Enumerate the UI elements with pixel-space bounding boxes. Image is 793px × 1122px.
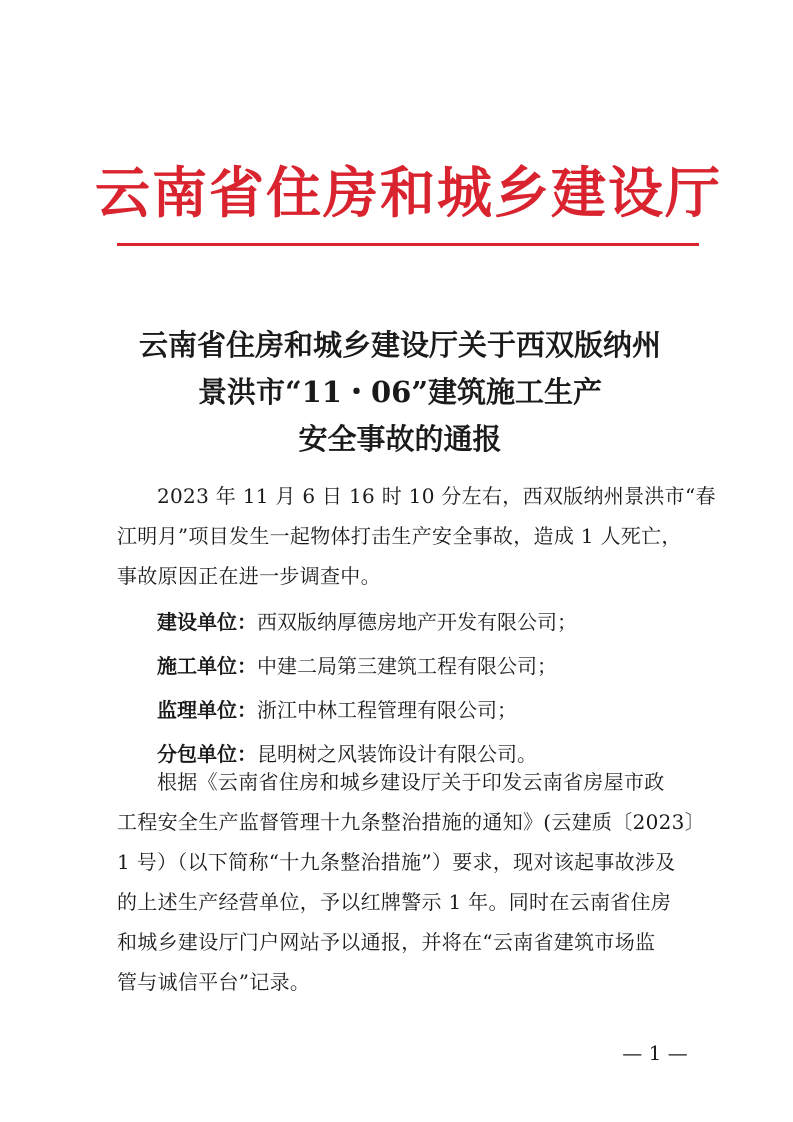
paragraph-line: 1 号）（以下简称“十九条整治措施”）要求，现对该起事故涉及: [117, 850, 676, 874]
paragraph-incident: [117, 476, 716, 596]
unit-value: 昆明树之风装饰设计有限公司。: [257, 742, 537, 766]
title-line-2: 景洪市“11・06”建筑施工生产: [197, 375, 603, 409]
page-number: — 1 —: [622, 1041, 688, 1065]
unit-row-construction: [117, 600, 699, 644]
unit-value: 浙江中林工程管理有限公司；: [257, 698, 517, 722]
unit-label: 分包单位：: [157, 742, 257, 766]
unit-value: 西双版纳厚德房地产开发有限公司；: [257, 610, 577, 634]
paragraph-line: 事故原因正在进一步调查中。: [117, 564, 381, 588]
title-line-3: 安全事故的通报: [298, 422, 502, 456]
unit-value: 中建二局第三建筑工程有限公司；: [257, 654, 557, 678]
unit-row-contractor: [117, 644, 699, 688]
agency-header: 云南省住房和城乡建设厅: [95, 160, 723, 225]
paragraph-line: 2023 年 11 月 6 日 16 时 10 分左右，西双版纳州景洪市“春: [157, 484, 716, 508]
paragraph-line: 和城乡建设厅门户网站予以通报，并将在“云南省建筑市场监: [117, 930, 656, 954]
responsible-units-list: [117, 600, 699, 776]
paragraph-line: 工程安全生产监督管理十九条整治措施的通知》(云建质〔2023〕: [117, 810, 706, 834]
title-line-1: 云南省住房和城乡建设厅关于西双版纳州: [138, 328, 661, 362]
unit-label: 监理单位：: [157, 698, 257, 722]
header-red-rule: [117, 243, 699, 246]
document-title: [95, 322, 705, 463]
paragraph-line: 管与诚信平台”记录。: [117, 970, 311, 994]
unit-label: 施工单位：: [157, 654, 257, 678]
paragraph-line: 根据《云南省住房和城乡建设厅关于印发云南省房屋市政: [157, 770, 665, 794]
paragraph-line: 江明月”项目发生一起物体打击生产安全事故，造成 1 人死亡，: [117, 524, 682, 548]
paragraph-penalty: [117, 762, 706, 1002]
unit-label: 建设单位：: [157, 610, 257, 634]
paragraph-line: 的上述生产经营单位，予以红牌警示 1 年。同时在云南省住房: [117, 890, 672, 914]
unit-row-supervisor: [117, 688, 699, 732]
